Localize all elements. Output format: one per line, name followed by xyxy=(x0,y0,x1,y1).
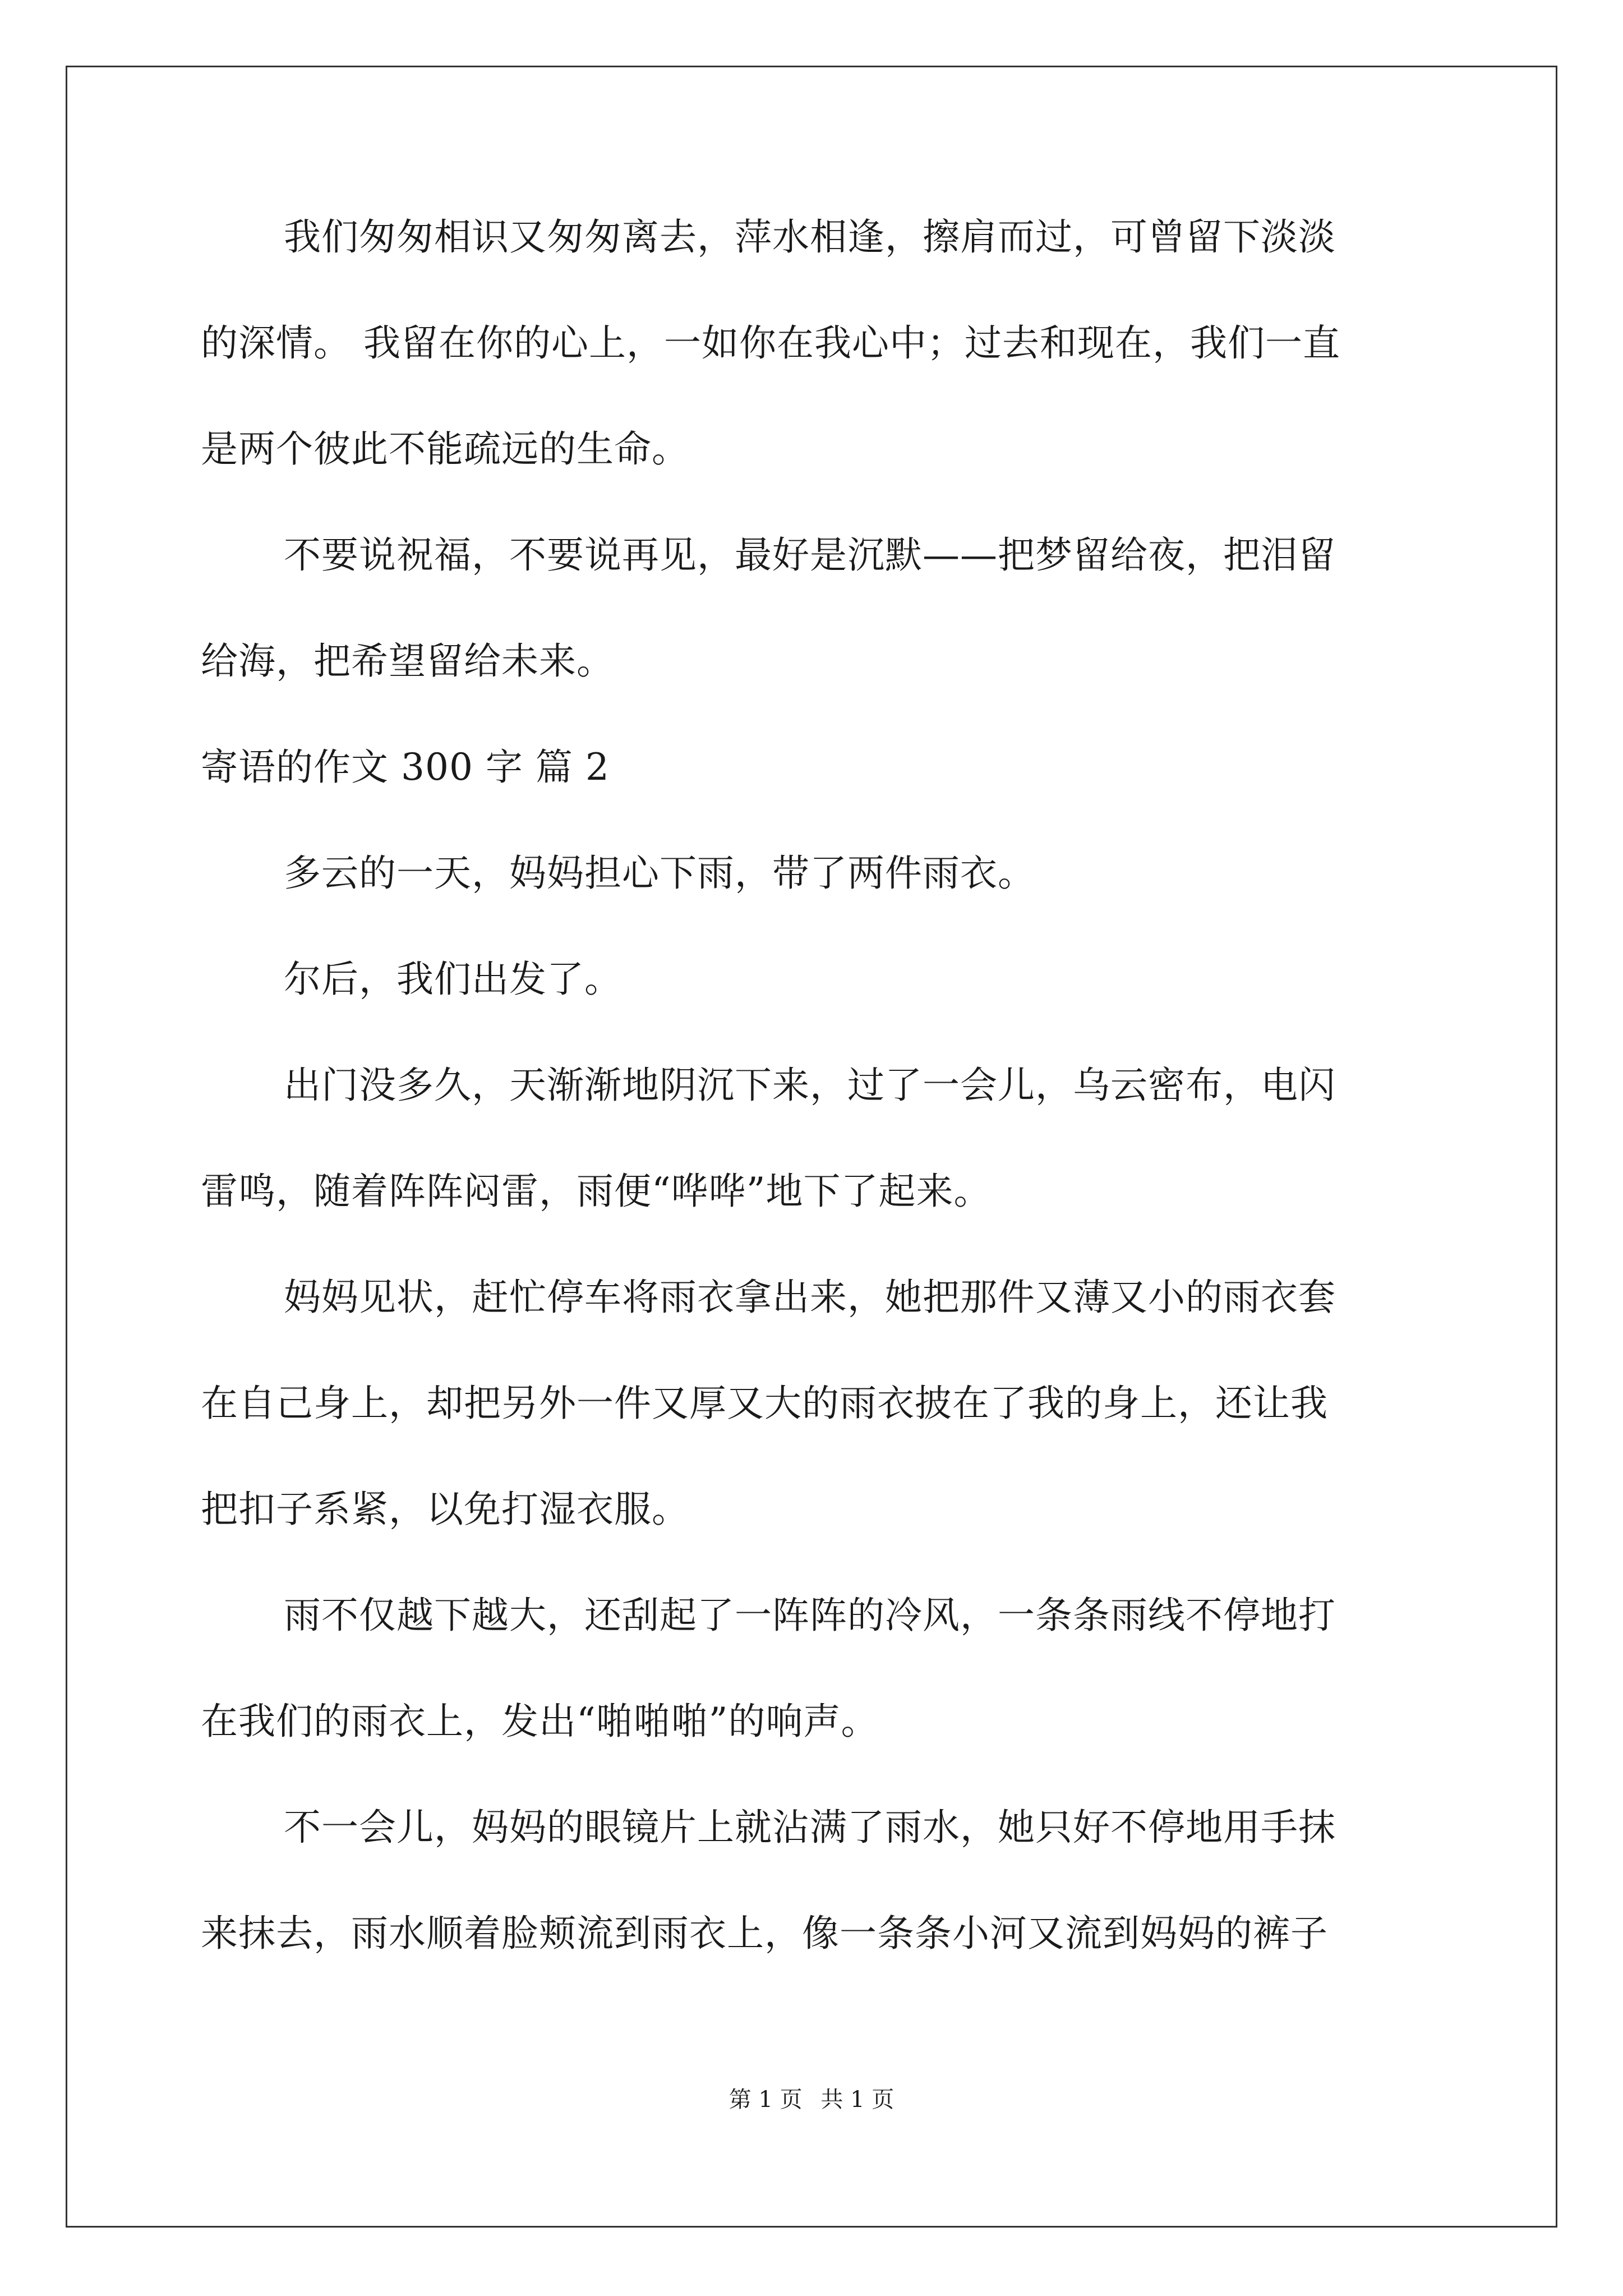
paragraph-2-line-2: 给海，把希望留给未来。 xyxy=(201,639,614,683)
paragraph-6-line-1: 妈妈见状，赶忙停车将雨衣拿出来，她把那件又薄又小的雨衣套 xyxy=(284,1276,1336,1319)
paragraph-1-line-3: 是两个彼此不能疏远的生命。 xyxy=(201,427,689,471)
page-border xyxy=(66,66,1557,2228)
paragraph-5-line-2: 雷鸣，随着阵阵闷雷，雨便“哗哗”地下了起来。 xyxy=(201,1170,992,1213)
paragraph-7-line-2: 在我们的雨衣上，发出“啪啪啪”的响声。 xyxy=(201,1700,879,1743)
paragraph-6-line-3: 把扣子系紧，以免打湿衣服。 xyxy=(201,1488,689,1531)
page-number-current: 第 1 页 xyxy=(728,2087,803,2113)
page-footer xyxy=(0,2088,1623,2111)
paragraph-4-line-1: 尔后，我们出发了。 xyxy=(284,958,622,1001)
paragraph-8-line-2: 来抹去，雨水顺着脸颊流到雨衣上，像一条条小河又流到妈妈的裤子 xyxy=(201,1912,1328,1955)
page-number-total: 共 1 页 xyxy=(820,2087,895,2113)
section-heading: 寄语的作文 300 字 篇 2 xyxy=(201,746,610,789)
paragraph-5-line-1: 出门没多久，天渐渐地阴沉下来，过了一会儿，乌云密布，电闪 xyxy=(284,1064,1336,1107)
paragraph-8-line-1: 不一会儿，妈妈的眼镜片上就沾满了雨水，她只好不停地用手抹 xyxy=(284,1806,1336,1849)
paragraph-2-line-1: 不要说祝福，不要说再见，最好是沉默——把梦留给夜，把泪留 xyxy=(284,533,1336,577)
paragraph-6-line-2: 在自己身上，却把另外一件又厚又大的雨衣披在了我的身上，还让我 xyxy=(201,1382,1328,1425)
paragraph-1-line-1: 我们匆匆相识又匆匆离去，萍水相逢，擦肩而过，可曾留下淡淡 xyxy=(284,215,1336,259)
paragraph-1-line-2: 的深情。 我留在你的心上，一如你在我心中；过去和现在，我们一直 xyxy=(201,321,1340,365)
paragraph-3-line-1: 多云的一天，妈妈担心下雨，带了两件雨衣。 xyxy=(284,852,1035,895)
paragraph-7-line-1: 雨不仅越下越大，还刮起了一阵阵的冷风，一条条雨线不停地打 xyxy=(284,1594,1336,1637)
